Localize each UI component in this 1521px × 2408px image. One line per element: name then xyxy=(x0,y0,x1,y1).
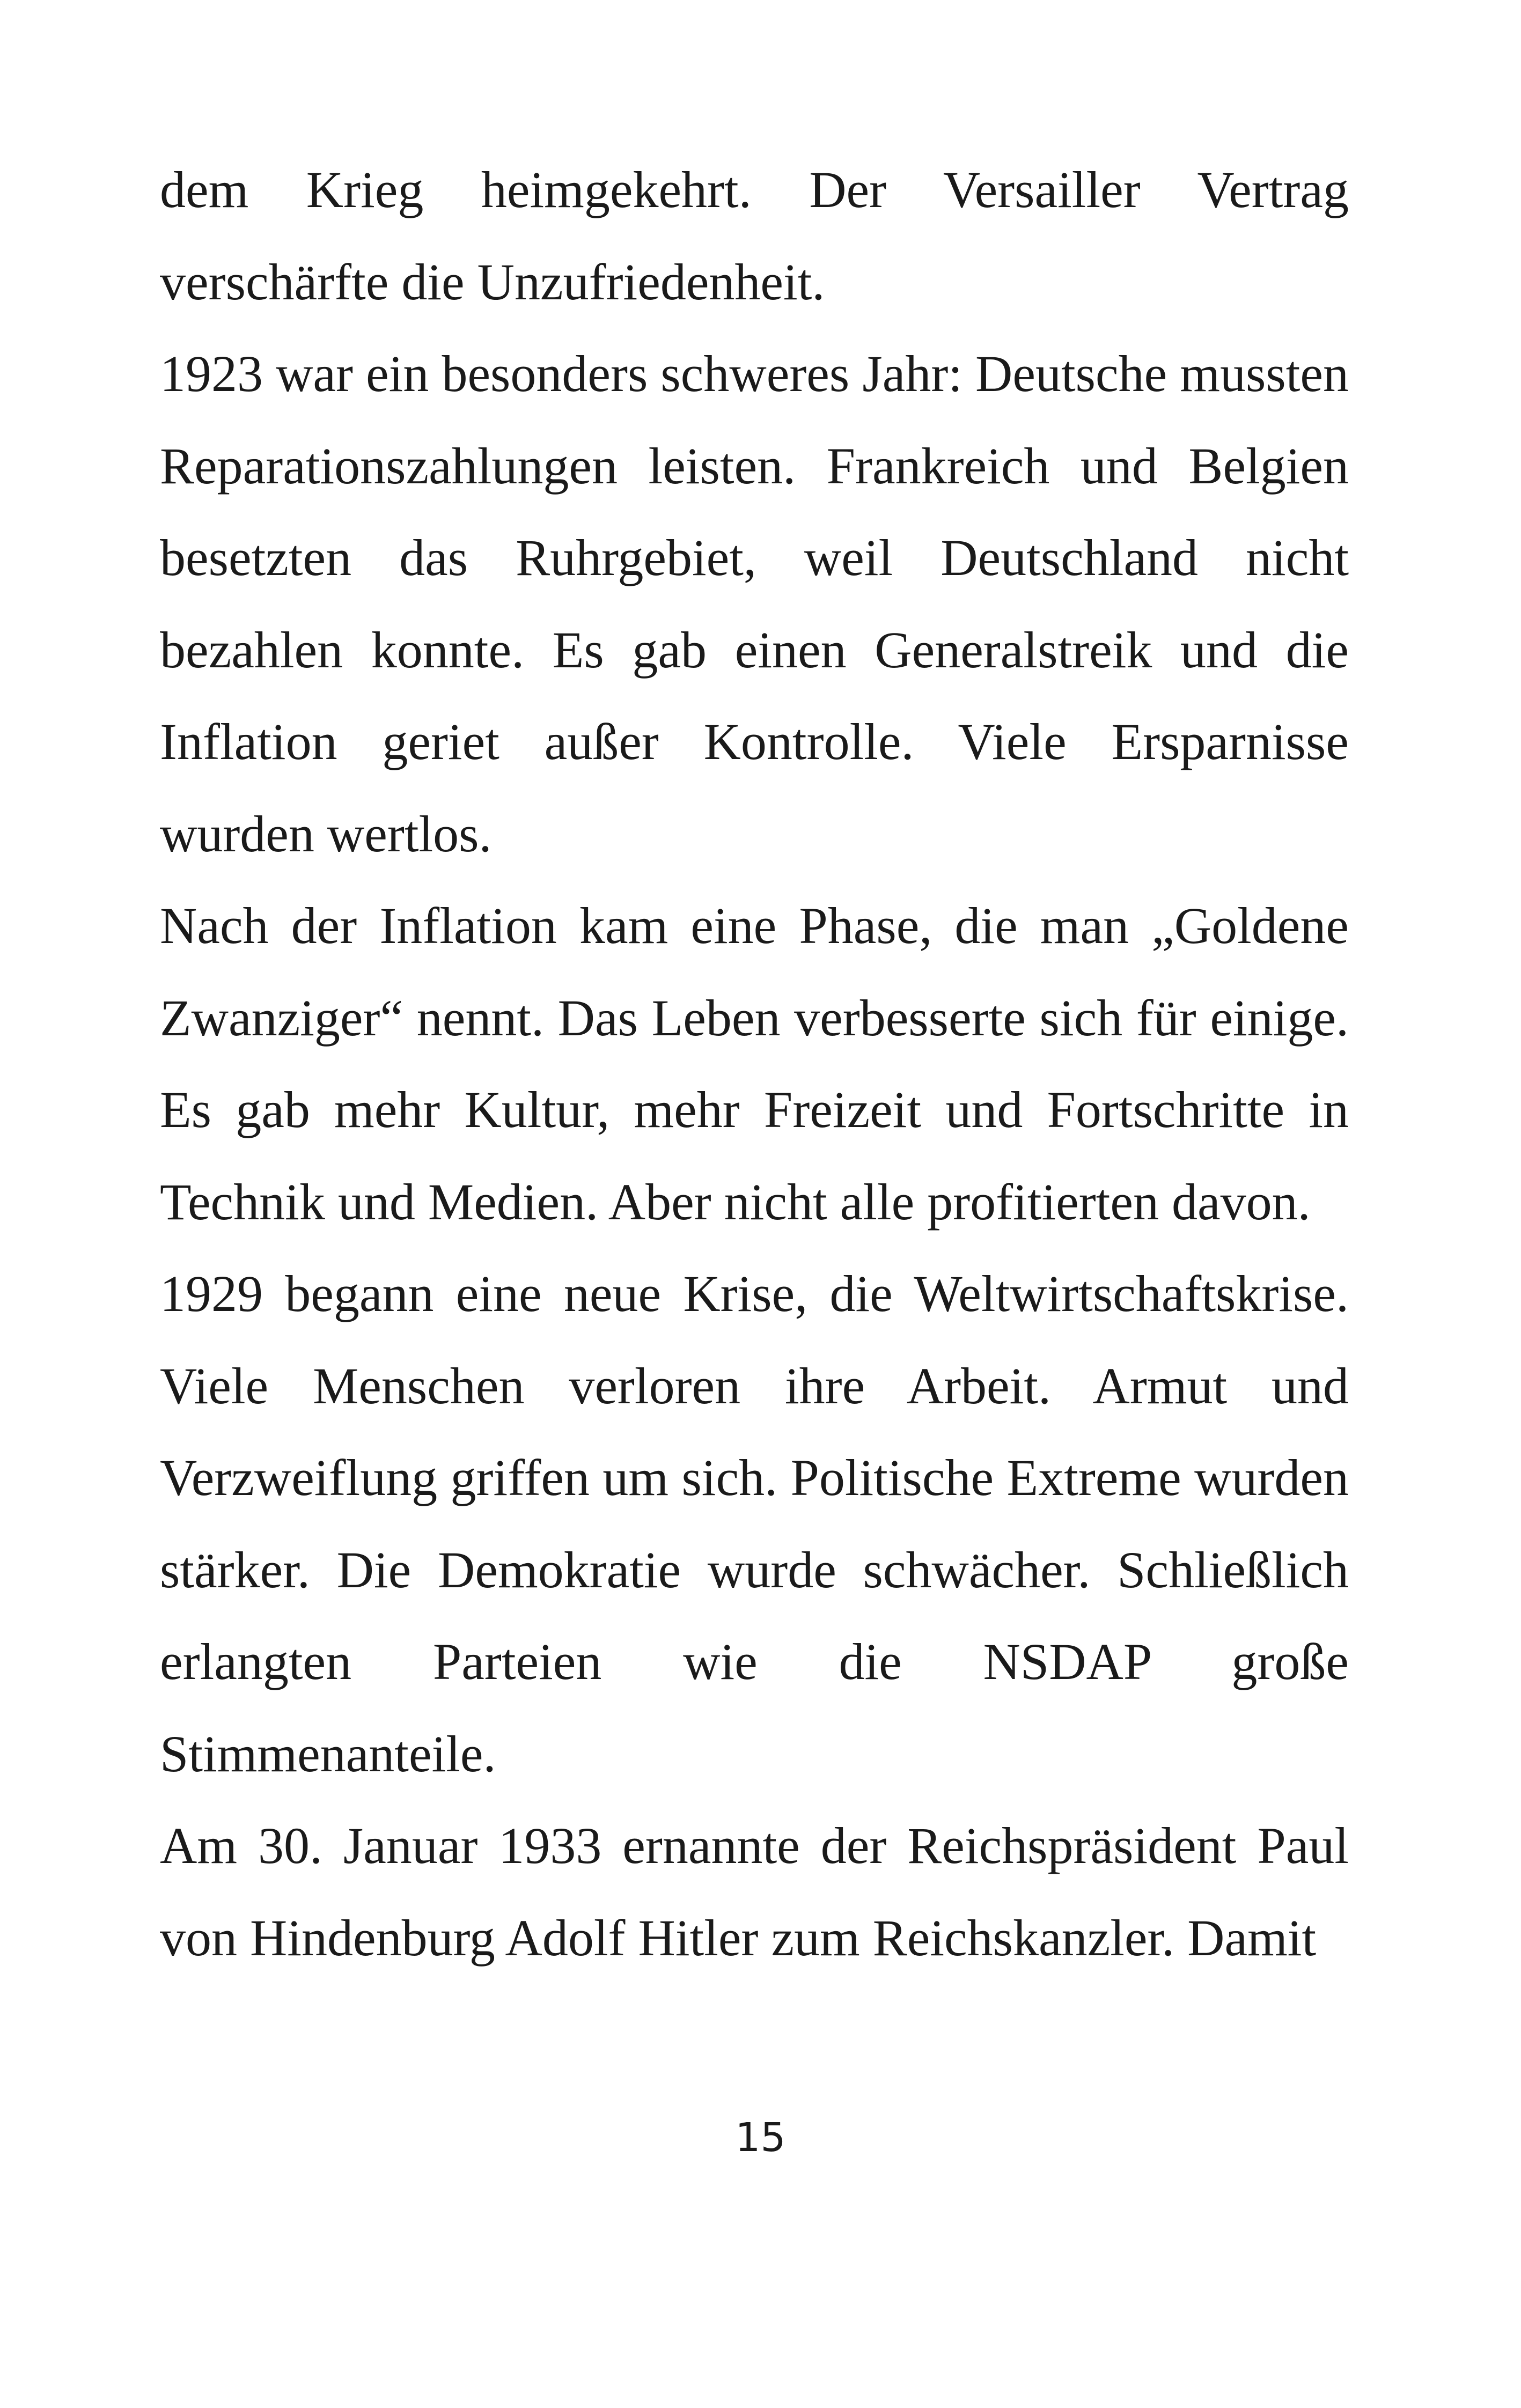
paragraph-1933: Am 30. Januar 1933 ernannte der Reichspräsident Paul von Hindenburg Adolf Hitler zum Reichskanzler. Damit xyxy=(160,1817,1349,1967)
paragraph-goldene-zwanziger: Nach der Inflation kam eine Phase, die man „Goldene Zwanziger“ nennt. Das Leben verbesserte sich für einige. Es gab mehr Kultur, mehr Freizeit und Fortschritte in Technik und Medien. Aber nicht alle profitierten davon. xyxy=(160,897,1349,1231)
paragraph-versailles: dem Krieg heimgekehrt. Der Versailler Vertrag verschärfte die Unzufriedenheit. xyxy=(160,161,1349,311)
paragraph-1923: 1923 war ein besonders schweres Jahr: Deutsche mussten Reparationszahlungen leisten. Frankreich und Belgien besetzten das Ruhrgebiet, weil Deutschland nicht bezahlen konnte. Es gab einen Generalstreik und die Inflation geriet außer Kontrolle. Viele Ersparnisse wurden wertlos. xyxy=(160,345,1349,863)
paragraph-1929: 1929 begann eine neue Krise, die Weltwirtschaftskrise. Viele Menschen verloren ihre Arbeit. Armut und Verzweiflung griffen um sich. Politische Extreme wurden stärker. Die Demokratie wurde schwächer. Schließlich erlangten Parteien wie die NSDAP große Stimmenanteile. xyxy=(160,1265,1349,1783)
body-text xyxy=(160,144,1349,1984)
page-number: 15 xyxy=(735,2115,786,2161)
